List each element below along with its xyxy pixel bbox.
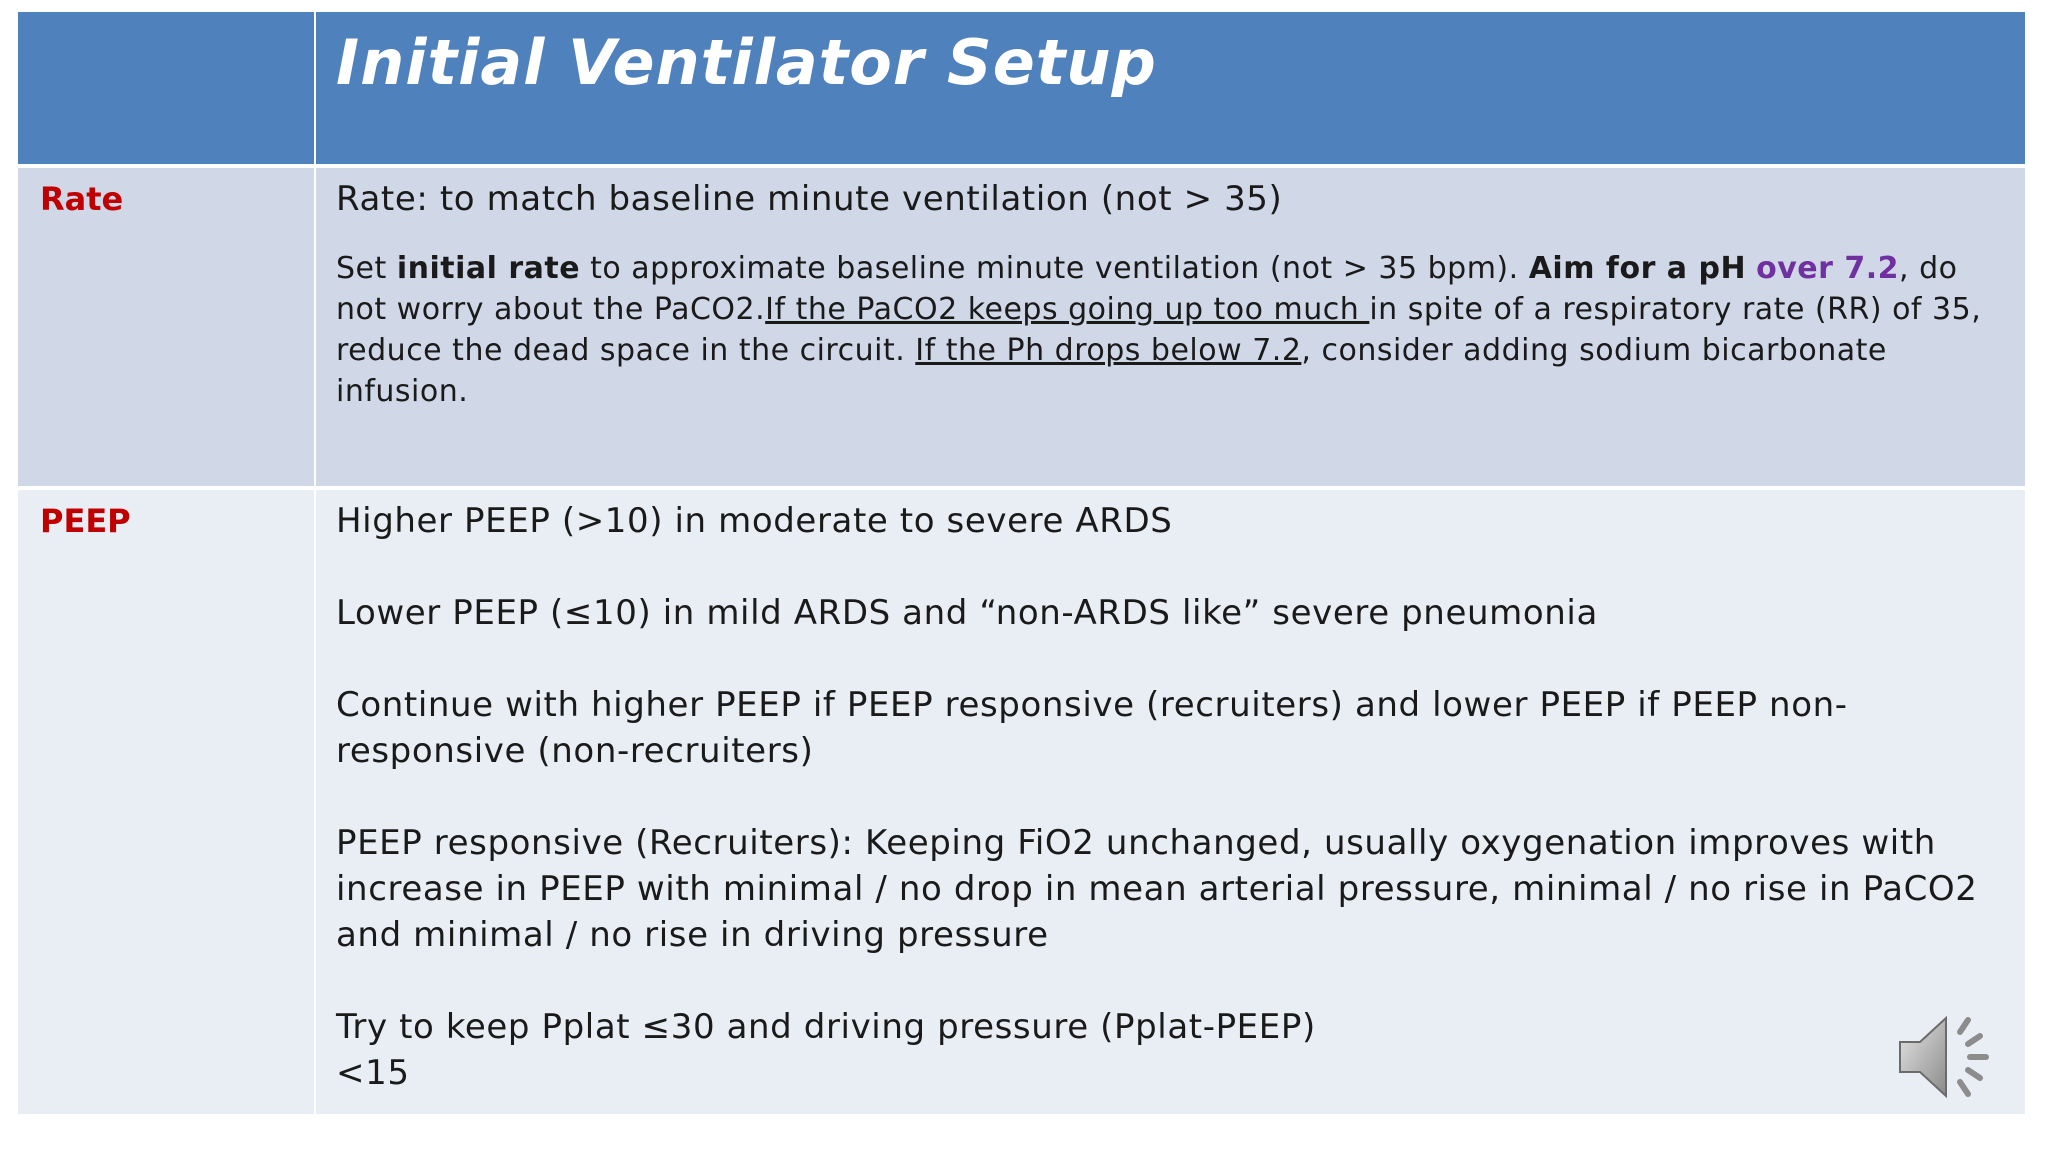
- rate-label-cell: [18, 168, 314, 486]
- rate-content-cell: [316, 168, 2025, 486]
- peep-item: Higher PEEP (>10) in moderate to severe ARDS: [336, 501, 1173, 541]
- rate-detail-bold: Aim for a pH: [1528, 251, 1747, 286]
- peep-item: Continue with higher PEEP if PEEP responsive (recruiters) and lower PEEP if PEEP non-responsive (non-recruiters): [336, 685, 1848, 771]
- header-left-cell: [18, 12, 314, 164]
- peep-label: PEEP: [40, 502, 131, 540]
- peep-label-cell: [18, 490, 314, 1114]
- rate-detail-ph-target: over 7.2: [1756, 251, 1900, 286]
- peep-item: PEEP responsive (Recruiters): Keeping FiO2 unchanged, usually oxygenation improves with increase in PEEP with minimal / no drop in mean arterial pressure, minimal / no rise in PaCO2 and minimal / no rise in driving pressure: [336, 823, 1978, 955]
- peep-item-pplat: [336, 1004, 2005, 1096]
- rate-detail-part: to approximate baseline minute ventilation (not > 35 bpm).: [580, 251, 1529, 286]
- peep-item: Lower PEEP (≤10) in mild ARDS and “non-ARDS like” severe pneumonia: [336, 593, 1598, 633]
- rate-detail-text: [336, 248, 2005, 412]
- rate-detail-bold: initial rate: [396, 251, 581, 286]
- peep-item-pplat-line1: Try to keep Pplat ≤30 and driving pressure (Pplat-PEEP): [336, 1007, 1316, 1047]
- rate-main-text: Rate: to match baseline minute ventilation (not > 35): [336, 179, 1283, 219]
- rate-detail-part: , consider adding sodium bicarbonate infusion.: [336, 333, 1887, 409]
- peep-item-pplat-line2: <15: [336, 1053, 410, 1093]
- header-title-cell: [316, 12, 2025, 164]
- ventilator-setup-table: [18, 12, 2025, 1115]
- rate-detail-underlined: If the Ph drops below 7.2: [915, 333, 1302, 368]
- slide-title: Initial Ventilator Setup: [336, 26, 1157, 99]
- rate-detail-part: Set: [336, 251, 397, 286]
- speaker-icon-graphic: [1894, 1002, 2004, 1112]
- rate-detail-underlined: If the PaCO2 keeps going up too much: [765, 292, 1370, 327]
- speaker-icon[interactable]: [1894, 1002, 2004, 1112]
- peep-content-cell: [316, 490, 2025, 1114]
- rate-detail-part: in spite of a respiratory rate (RR) of 35, reduce the dead space in the circuit.: [336, 292, 1982, 368]
- rate-label: Rate: [40, 180, 124, 218]
- rate-detail-part: , do not worry about the PaCO2.: [336, 251, 1958, 327]
